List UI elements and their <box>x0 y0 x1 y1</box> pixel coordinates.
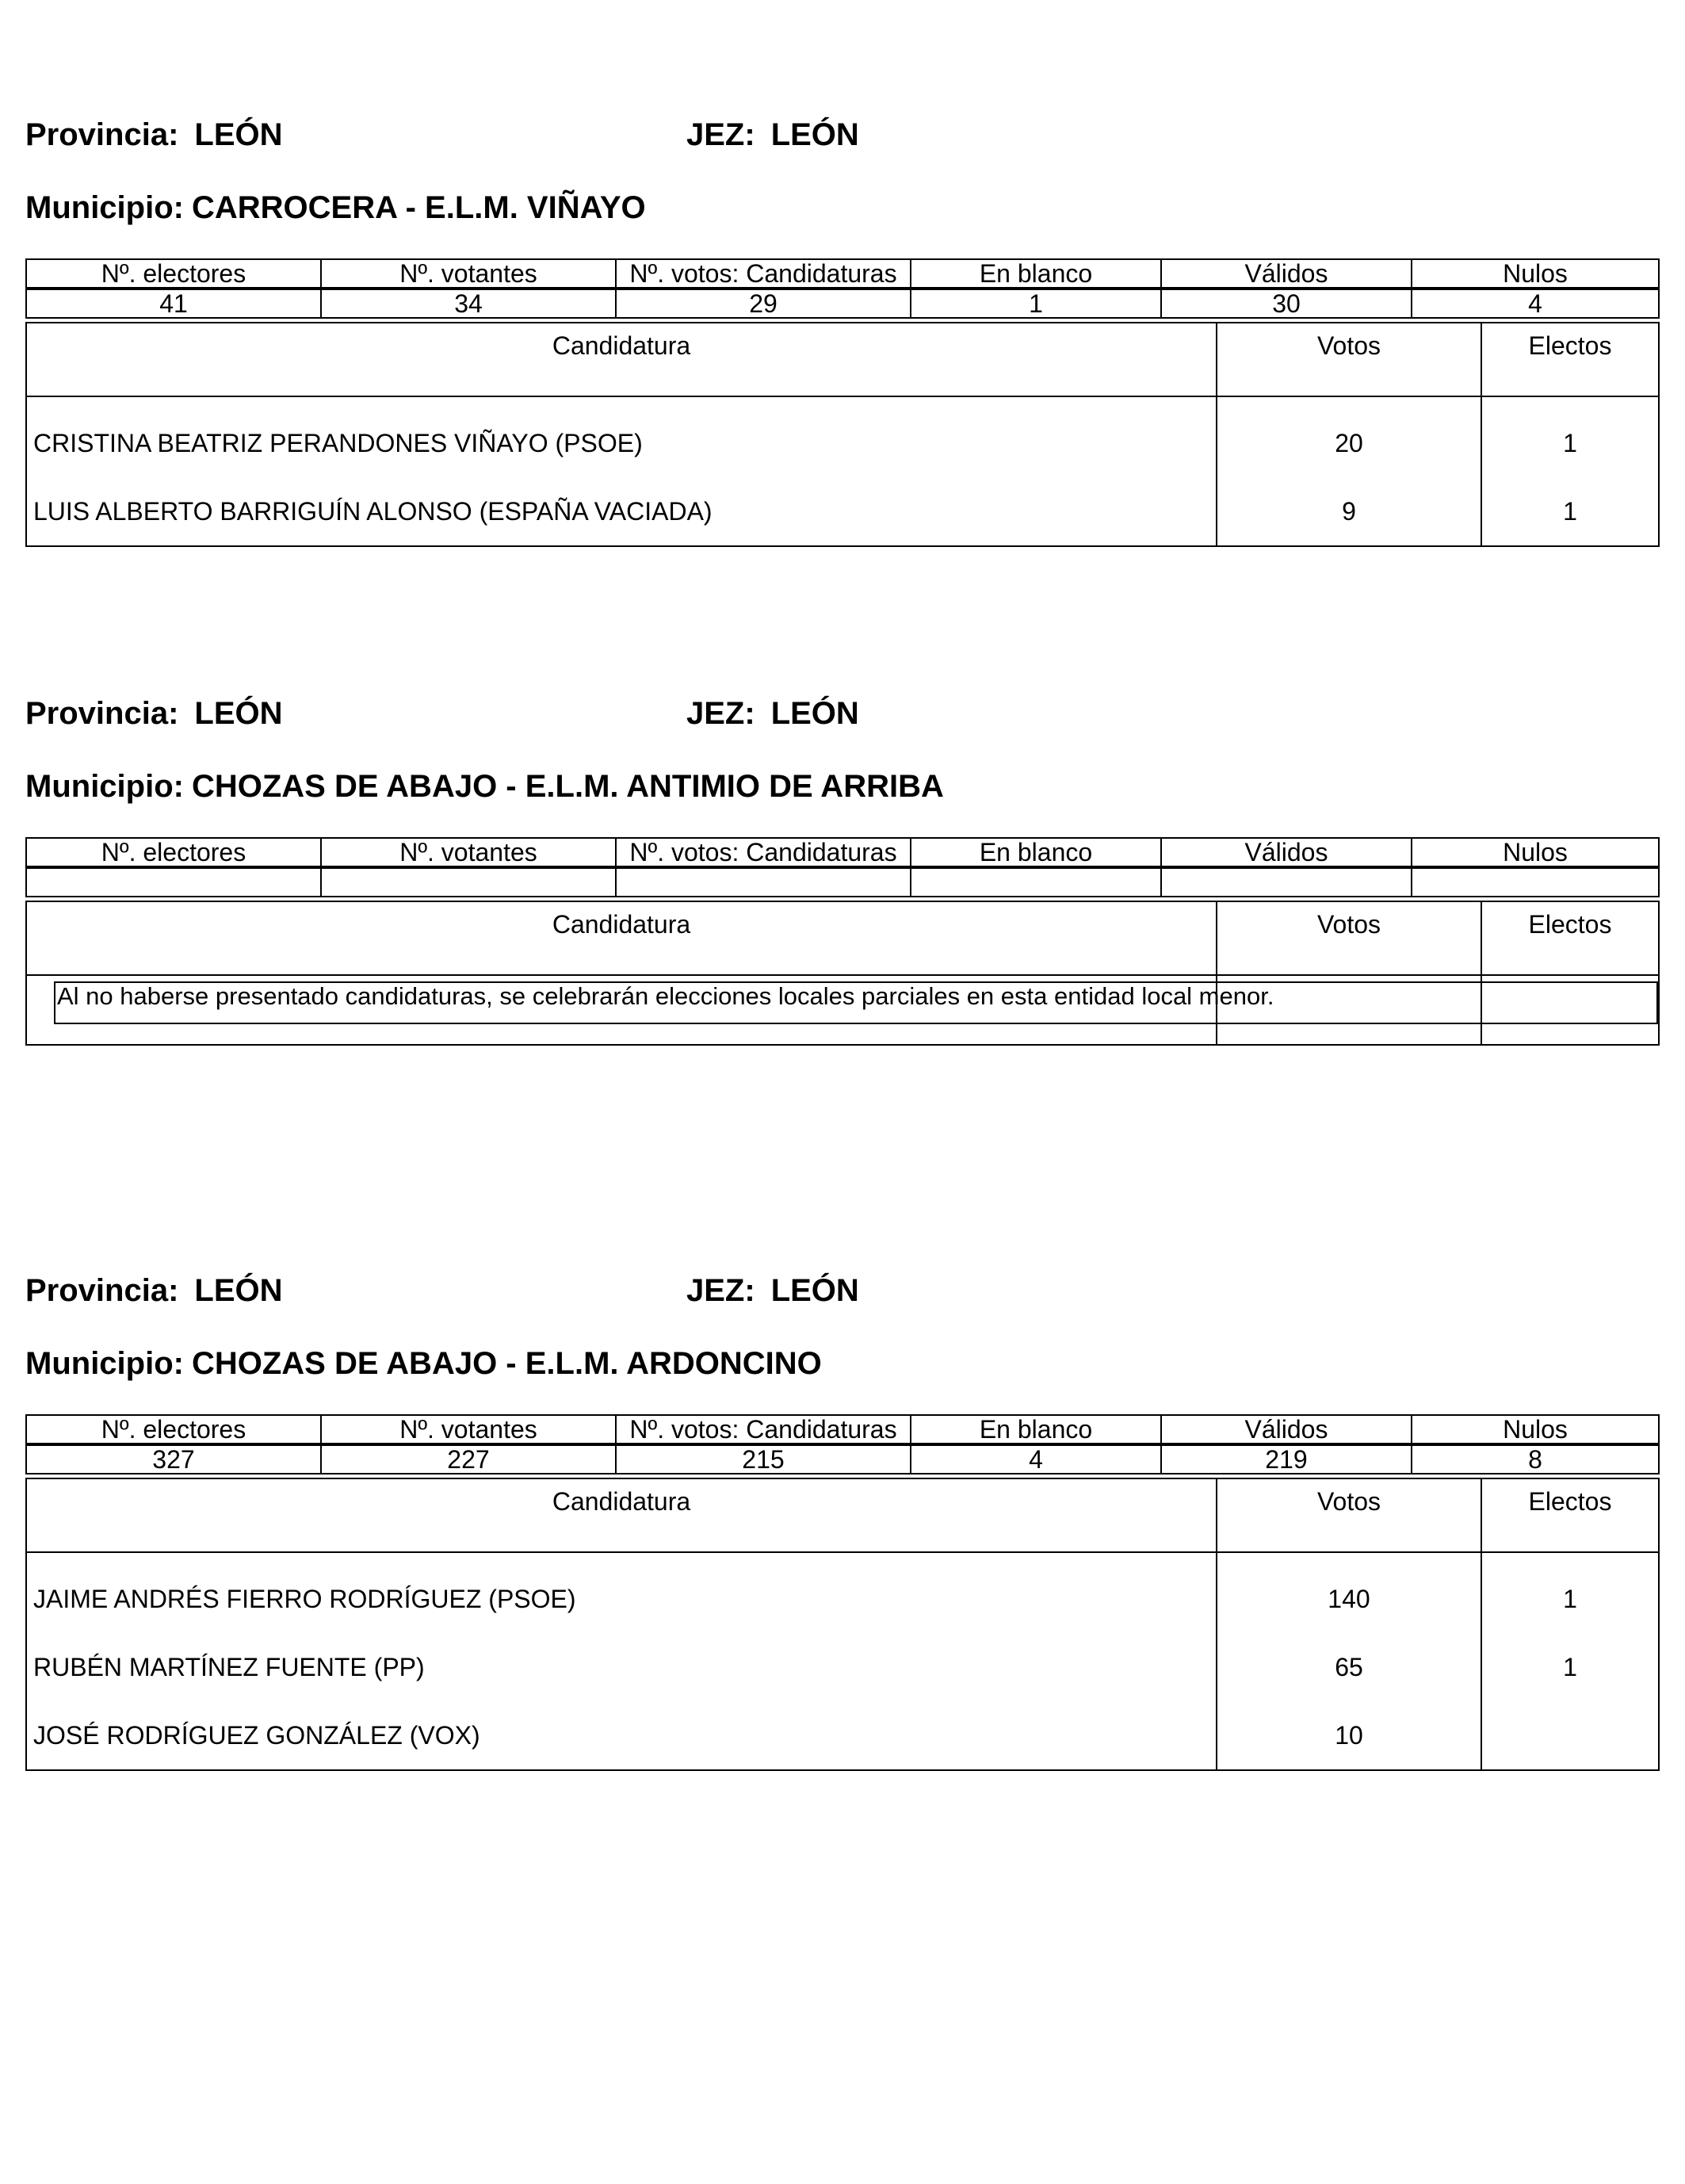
stats-header-cell: En blanco <box>911 838 1161 867</box>
stats-header-cell: Válidos <box>1161 259 1412 289</box>
stats-header-cell: Nº. electores <box>26 1415 321 1444</box>
provincia-header <box>25 1273 283 1309</box>
candidates-header-row <box>26 323 1659 396</box>
candidates-header-cell: Candidatura <box>26 323 1217 396</box>
candidates-header-row <box>26 901 1659 975</box>
candidate-row <box>26 1552 1659 1633</box>
municipio-value: CHOZAS DE ABAJO - E.L.M. ARDONCINO <box>191 1346 822 1381</box>
municipio-header <box>25 769 944 805</box>
jez-value: LEÓN <box>770 696 859 731</box>
municipio-label: Municipio: <box>25 769 184 804</box>
stats-value-row <box>26 867 1659 897</box>
jez-value: LEÓN <box>770 1273 859 1308</box>
candidate-votes: 9 <box>1217 477 1481 546</box>
stats-value-cell: 41 <box>26 289 321 318</box>
candidates-table <box>25 1478 1660 1771</box>
candidate-elected: 1 <box>1481 1633 1659 1701</box>
stats-value-cell: 4 <box>1412 289 1659 318</box>
candidates-header-cell: Candidatura <box>26 1478 1217 1552</box>
candidate-votes: 65 <box>1217 1633 1481 1701</box>
candidate-votes: 10 <box>1217 1701 1481 1770</box>
stats-value-row <box>26 289 1659 318</box>
candidate-row <box>26 477 1659 546</box>
jez-label: JEZ: <box>686 696 755 731</box>
candidate-name: JAIME ANDRÉS FIERRO RODRÍGUEZ (PSOE) <box>33 1584 576 1613</box>
stats-value-cell: 327 <box>26 1444 321 1474</box>
candidates-table <box>25 322 1660 547</box>
candidate-name: LUIS ALBERTO BARRIGUÍN ALONSO (ESPAÑA VACIADA) <box>33 496 713 526</box>
stats-header-row <box>26 1415 1659 1444</box>
provincia-label: Provincia: <box>25 696 179 731</box>
jez-header <box>686 1273 859 1309</box>
municipio-label: Municipio: <box>25 1346 184 1381</box>
stats-header-cell: Nº. votos: Candidaturas <box>616 838 911 867</box>
stats-value-cell: 30 <box>1161 289 1412 318</box>
candidate-votes: 20 <box>1217 396 1481 477</box>
stats-table <box>25 258 1660 319</box>
stats-header-cell: Nulos <box>1412 838 1659 867</box>
candidates-header-cell: Electos <box>1481 1478 1659 1552</box>
stats-value-cell: 4 <box>911 1444 1161 1474</box>
candidates-header-row <box>26 1478 1659 1552</box>
stats-header-row <box>26 259 1659 289</box>
candidates-header-cell: Electos <box>1481 323 1659 396</box>
stats-header-cell: Nulos <box>1412 259 1659 289</box>
candidate-name: RUBÉN MARTÍNEZ FUENTE (PP) <box>33 1652 425 1681</box>
stats-value-cell: 34 <box>321 289 616 318</box>
candidate-row <box>26 396 1659 477</box>
notice-box: Al no haberse presentado candidaturas, se celebrarán elecciones locales parciales en esta entidad local menor. <box>54 981 1658 1024</box>
stats-value-cell: 1 <box>911 289 1161 318</box>
jez-value: LEÓN <box>770 117 859 152</box>
stats-value-cell <box>26 867 321 897</box>
stats-table <box>25 1414 1660 1474</box>
stats-header-cell: Nº. votantes <box>321 1415 616 1444</box>
stats-header-cell: Válidos <box>1161 838 1412 867</box>
candidate-elected: 1 <box>1481 1552 1659 1633</box>
provincia-value: LEÓN <box>194 1273 283 1308</box>
candidate-elected <box>1481 1701 1659 1770</box>
stats-value-cell: 8 <box>1412 1444 1659 1474</box>
candidates-header-cell: Votos <box>1217 1478 1481 1552</box>
stats-header-cell: Nº. electores <box>26 838 321 867</box>
stats-header-cell: Válidos <box>1161 1415 1412 1444</box>
stats-header-cell: Nº. votos: Candidaturas <box>616 259 911 289</box>
stats-value-row <box>26 1444 1659 1474</box>
stats-value-cell: 227 <box>321 1444 616 1474</box>
stats-value-cell <box>1412 867 1659 897</box>
jez-header <box>686 696 859 732</box>
stats-value-cell <box>1161 867 1412 897</box>
municipio-value: CHOZAS DE ABAJO - E.L.M. ANTIMIO DE ARRIBA <box>191 769 944 804</box>
jez-label: JEZ: <box>686 117 755 152</box>
stats-header-cell: En blanco <box>911 259 1161 289</box>
stats-value-cell: 215 <box>616 1444 911 1474</box>
provincia-value: LEÓN <box>194 117 283 152</box>
candidate-elected: 1 <box>1481 477 1659 546</box>
stats-value-cell <box>321 867 616 897</box>
municipio-header <box>25 1346 822 1382</box>
provincia-label: Provincia: <box>25 117 179 152</box>
stats-header-row <box>26 838 1659 867</box>
candidate-row <box>26 1633 1659 1701</box>
stats-header-cell: En blanco <box>911 1415 1161 1444</box>
candidate-elected: 1 <box>1481 396 1659 477</box>
stats-table <box>25 837 1660 897</box>
jez-header <box>686 117 859 153</box>
provincia-label: Provincia: <box>25 1273 179 1308</box>
jez-label: JEZ: <box>686 1273 755 1308</box>
municipio-value: CARROCERA - E.L.M. VIÑAYO <box>191 190 646 225</box>
provincia-header <box>25 696 283 732</box>
candidates-header-cell: Electos <box>1481 901 1659 975</box>
candidate-votes: 140 <box>1217 1552 1481 1633</box>
stats-value-cell <box>911 867 1161 897</box>
candidates-header-cell: Votos <box>1217 901 1481 975</box>
stats-value-cell: 219 <box>1161 1444 1412 1474</box>
stats-value-cell: 29 <box>616 289 911 318</box>
stats-header-cell: Nº. votantes <box>321 838 616 867</box>
stats-header-cell: Nulos <box>1412 1415 1659 1444</box>
municipio-label: Municipio: <box>25 190 184 225</box>
stats-header-cell: Nº. electores <box>26 259 321 289</box>
stats-header-cell: Nº. votantes <box>321 259 616 289</box>
stats-value-cell <box>616 867 911 897</box>
municipio-header <box>25 190 646 226</box>
candidate-name: JOSÉ RODRÍGUEZ GONZÁLEZ (VOX) <box>33 1720 480 1750</box>
candidates-header-cell: Votos <box>1217 323 1481 396</box>
provincia-header <box>25 117 283 153</box>
provincia-value: LEÓN <box>194 696 283 731</box>
candidates-header-cell: Candidatura <box>26 901 1217 975</box>
stats-header-cell: Nº. votos: Candidaturas <box>616 1415 911 1444</box>
candidate-name: CRISTINA BEATRIZ PERANDONES VIÑAYO (PSOE) <box>33 428 643 457</box>
candidate-row <box>26 1701 1659 1770</box>
